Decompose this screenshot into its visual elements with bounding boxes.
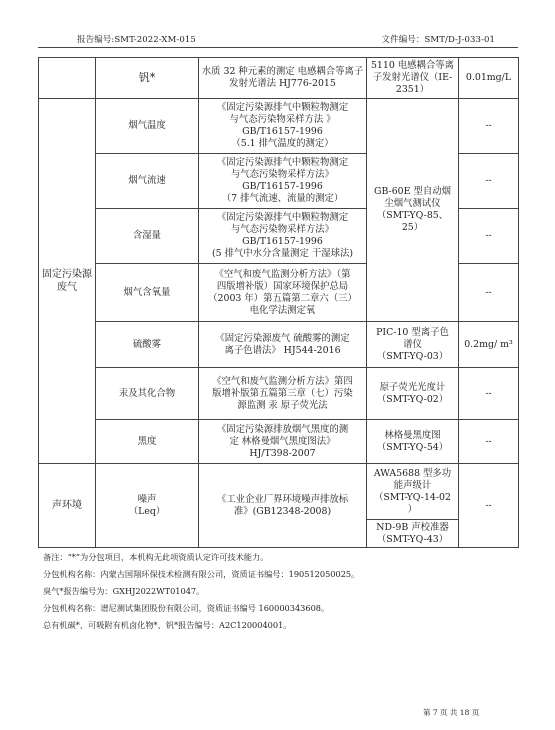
- method-cell: 水质 32 种元素的测定 电感耦合等离子发射光谱法 HJ776-2015: [199, 58, 367, 99]
- method-cell: 《空气和废气监测分析方法》第四 版增补版第五篇第三章（七）污染 源监测 汞 原子荧光法: [199, 368, 367, 420]
- document-number: 文件编号：SMT/D-J-033-01: [381, 35, 495, 45]
- instrument-cell: ND-9B 声校准器 （SMT-YQ-43）: [367, 520, 459, 548]
- limit-cell: --: [459, 264, 519, 322]
- item-cell: 黑度: [96, 420, 199, 464]
- table-row: [39, 58, 519, 99]
- remarks: [43, 549, 513, 634]
- item-cell: 烟气含氧量: [96, 264, 199, 322]
- method-cell: 《工业企业厂界环境噪声排放标 准》(GB12348-2008): [199, 464, 367, 548]
- instrument-cell: AWA5688 型多功 能声级计 （SMT-YQ-14-02 ）: [367, 464, 459, 520]
- page-number: 第 7 页 共 18 页: [423, 708, 480, 717]
- item-cell: 烟气流速: [96, 154, 199, 209]
- remark-line: 备注：“*”为分包项目，本机构无此项资质认定许可技术能力。: [43, 552, 269, 562]
- method-cell: 《固定污染源废气 硫酸雾的测定 离子色谱法》 HJ544-2016: [199, 322, 367, 368]
- table-row: [39, 464, 519, 520]
- category-cell: 固定污染源废气: [39, 99, 96, 464]
- limit-cell: 0.01mg/L: [459, 58, 519, 99]
- item-cell: 钒*: [96, 58, 199, 99]
- instrument-cell: GB-60E 型自动烟 尘烟气测试仪 （SMT-YQ-85、 25）: [367, 99, 459, 322]
- limit-cell: --: [459, 154, 519, 209]
- instrument-cell: 5110 电感耦合等离子发射光谱仪（IE-2351）: [367, 58, 459, 99]
- method-cell: 《固定污染源排气中颗粒物测定 与气态污染物采样方法》 GB/T16157-1996 (5 排气中水分含量测定 干湿球法): [199, 209, 367, 264]
- method-cell: 《空气和废气监测分析方法》（第 四版增补版）国家环境保护总局 （2003 年）第五篇第二章六（三） 电化学法测定氧: [199, 264, 367, 322]
- limit-cell: --: [459, 464, 519, 548]
- item-cell: 含湿量: [96, 209, 199, 264]
- header-divider: [38, 47, 518, 48]
- item-cell: 烟气温度: [96, 99, 199, 154]
- table-row: [39, 99, 519, 154]
- table-row: [39, 368, 519, 420]
- limit-cell: 0.2mg/ m³: [459, 322, 519, 368]
- instrument-cell: PIC-10 型离子色 谱仪 （SMT-YQ-03）: [367, 322, 459, 368]
- method-cell: 《固定污染源排气中颗粒物测定 与气态污染物采样方法 》 GB/T16157-1996 （5.1 排气温度的测定）: [199, 99, 367, 154]
- item-cell: 汞及其化合物: [96, 368, 199, 420]
- remark-line: 总有机碳*、可吸附有机卤化物*、钒*报告编号：A2C120004001。: [43, 620, 292, 630]
- instrument-cell: 原子荧光光度计 （SMT-YQ-02）: [367, 368, 459, 420]
- category-cell: 声环境: [39, 464, 96, 548]
- remark-line: 分包机构名称：谱尼测试集团股份有限公司，资质证书编号 160000343608。: [43, 603, 330, 613]
- table-row: [39, 322, 519, 368]
- remark-line: 臭气*报告编号为：GXHJ2022WT01047。: [43, 586, 205, 596]
- limit-cell: --: [459, 420, 519, 464]
- test-methods-table: [38, 57, 519, 548]
- method-cell: 《固定污染源排气中颗粒物测定 与气态污染物采样方法》 GB/T16157-1996 （7 排气流速、流量的测定）: [199, 154, 367, 209]
- report-number: 报告编号:SMT-2022-XM-015: [77, 35, 196, 45]
- table-row: [39, 420, 519, 464]
- item-cell: 噪声 （Leq）: [96, 464, 199, 548]
- instrument-cell: 林格曼黑度图 （SMT-YQ-54）: [367, 420, 459, 464]
- limit-cell: --: [459, 368, 519, 420]
- method-cell: 《固定污染源排放烟气黑度的测 定 林格曼烟气黑度图法》 HJ/T398-2007: [199, 420, 367, 464]
- limit-cell: --: [459, 99, 519, 154]
- category-cell: [39, 58, 96, 99]
- limit-cell: --: [459, 209, 519, 264]
- item-cell: 硫酸雾: [96, 322, 199, 368]
- remark-line: 分包机构名称：内蒙古国翔环保技术检测有限公司，资质证书编号：190512050025。: [43, 569, 360, 579]
